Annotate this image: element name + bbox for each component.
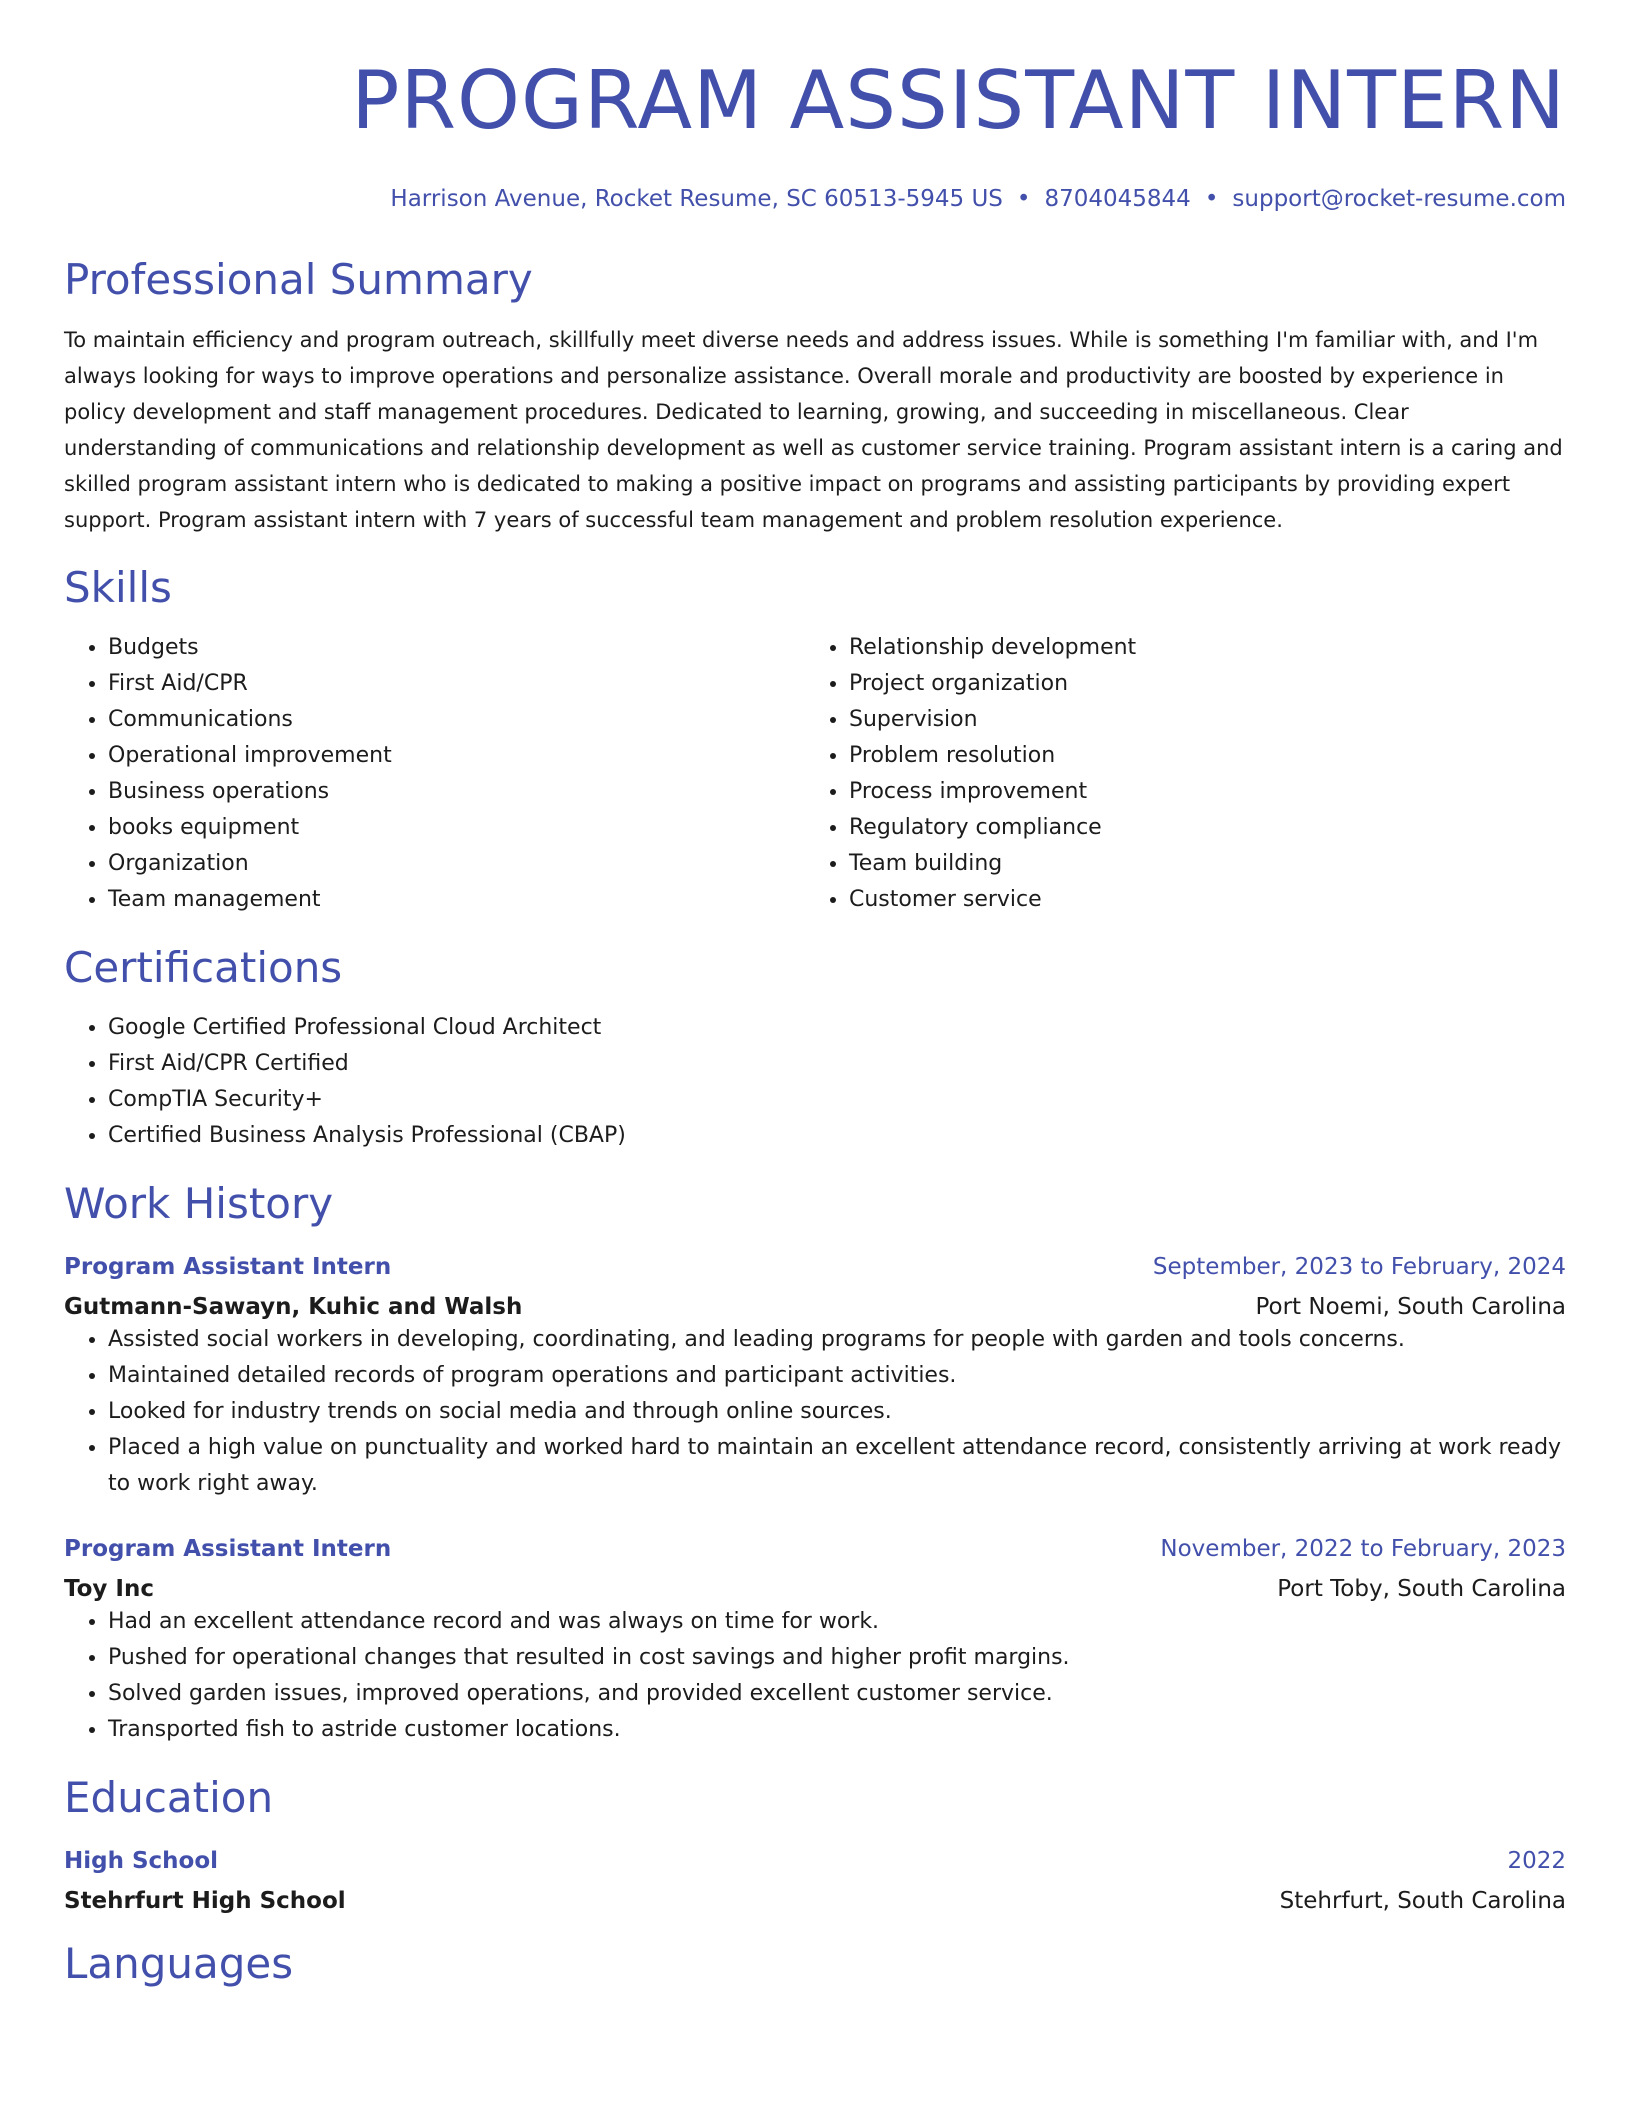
- skill-item: • Organization: [108, 846, 805, 882]
- job-role: Program Assistant Intern: [64, 1536, 392, 1562]
- job-duties: [64, 1322, 1566, 1502]
- skill-item: • Business operations: [108, 774, 805, 810]
- job-role: Program Assistant Intern: [64, 1254, 392, 1280]
- skill-item: • books equipment: [108, 810, 805, 846]
- contact-email[interactable]: support@rocket-resume.com: [1232, 186, 1566, 212]
- skill-item: • Customer service: [849, 882, 1546, 918]
- job-duty: • Pushed for operational changes that resulted in cost savings and higher profit margins.: [108, 1640, 1566, 1676]
- job-subheader: [64, 1292, 1566, 1322]
- skill-item: • Budgets: [108, 630, 805, 666]
- skill-item: • Relationship development: [849, 630, 1546, 666]
- contact-address: Harrison Avenue, Rocket Resume, SC 60513-5945 US: [390, 186, 1003, 212]
- skills-heading: Skills: [64, 563, 172, 612]
- job-header: [64, 1252, 1566, 1282]
- education-degree: High School: [64, 1848, 219, 1874]
- job-duty: • Maintained detailed records of program operations and participant activities.: [108, 1358, 1566, 1394]
- education-school: Stehrfurt High School: [64, 1888, 346, 1914]
- contact-separator: •: [1016, 186, 1031, 212]
- skill-item: • First Aid/CPR: [108, 666, 805, 702]
- job-duty: • Had an excellent attendance record and was always on time for work.: [108, 1604, 1566, 1640]
- skill-item: • Communications: [108, 702, 805, 738]
- resume-title: PROGRAM ASSISTANT INTERN: [351, 54, 1566, 147]
- languages-heading: Languages: [64, 1939, 294, 1988]
- job-duty: • Solved garden issues, improved operations, and provided excellent customer service.: [108, 1676, 1566, 1712]
- job-dates: September, 2023 to February, 2024: [1152, 1254, 1566, 1280]
- skill-item: • Process improvement: [849, 774, 1546, 810]
- job-duty: • Transported fish to astride customer locations.: [108, 1712, 1566, 1748]
- job-location: Port Toby, South Carolina: [1277, 1576, 1566, 1602]
- contact-line: [64, 184, 1566, 214]
- skill-item: • Team building: [849, 846, 1546, 882]
- summary-heading: Professional Summary: [64, 255, 533, 304]
- skills-column-left: [64, 630, 805, 918]
- job-entry: [64, 1252, 1566, 1502]
- contact-phone: 8704045844: [1044, 186, 1191, 212]
- job-company: Gutmann-Sawayn, Kuhic and Walsh: [64, 1294, 523, 1320]
- skill-item: • Regulatory compliance: [849, 810, 1546, 846]
- education-subheader: [64, 1886, 1566, 1916]
- job-duty: • Assisted social workers in developing, coordinating, and leading programs for people with garden and tools concerns.: [108, 1322, 1566, 1358]
- certification-item: • Google Certified Professional Cloud Architect: [108, 1010, 1566, 1046]
- job-location: Port Noemi, South Carolina: [1255, 1294, 1566, 1320]
- job-subheader: [64, 1574, 1566, 1604]
- skill-item: • Team management: [108, 882, 805, 918]
- work-history-heading: Work History: [64, 1179, 334, 1228]
- skills-column-right: [805, 630, 1546, 918]
- skill-item: • Project organization: [849, 666, 1546, 702]
- education-header: [64, 1846, 1566, 1876]
- education-entry: [64, 1846, 1566, 1916]
- skill-item: • Operational improvement: [108, 738, 805, 774]
- certification-item: • CompTIA Security+: [108, 1082, 1566, 1118]
- certification-item: • Certified Business Analysis Professional (CBAP): [108, 1118, 1566, 1154]
- skill-item: • Problem resolution: [849, 738, 1546, 774]
- job-entry: [64, 1534, 1566, 1748]
- resume-page: [64, 0, 1566, 1990]
- skill-item: • Supervision: [849, 702, 1546, 738]
- contact-separator: •: [1204, 186, 1219, 212]
- education-year: 2022: [1507, 1848, 1566, 1874]
- job-duty: • Looked for industry trends on social media and through online sources.: [108, 1394, 1566, 1430]
- certifications-heading: Certifications: [64, 943, 343, 992]
- certification-item: • First Aid/CPR Certified: [108, 1046, 1566, 1082]
- job-duties: [64, 1604, 1566, 1748]
- job-dates: November, 2022 to February, 2023: [1160, 1536, 1566, 1562]
- skills-list: [64, 630, 1566, 918]
- certifications-list: [64, 1010, 1566, 1154]
- job-header: [64, 1534, 1566, 1564]
- job-duty: • Placed a high value on punctuality and worked hard to maintain an excellent attendance record, consistently arriving at work ready to work right away.: [108, 1430, 1566, 1502]
- job-company: Toy Inc: [64, 1576, 155, 1602]
- summary-text: To maintain efficiency and program outreach, skillfully meet diverse needs and address issues. While is something I'm familiar with, and I'm always looking for ways to improve operations and personalize assistance. Overall morale and productivity are boosted by experience in policy development and staff management procedures. Dedicated to learning, growing, and succeeding in miscellaneous. Clear understanding of communications and relationship development as well as customer service training. Program assistant intern is a caring and skilled program assistant intern who is dedicated to making a positive impact on programs and assisting participants by providing expert support. Program assistant intern with 7 years of successful team management and problem resolution experience.: [64, 328, 1563, 532]
- education-location: Stehrfurt, South Carolina: [1279, 1888, 1566, 1914]
- education-heading: Education: [64, 1773, 274, 1822]
